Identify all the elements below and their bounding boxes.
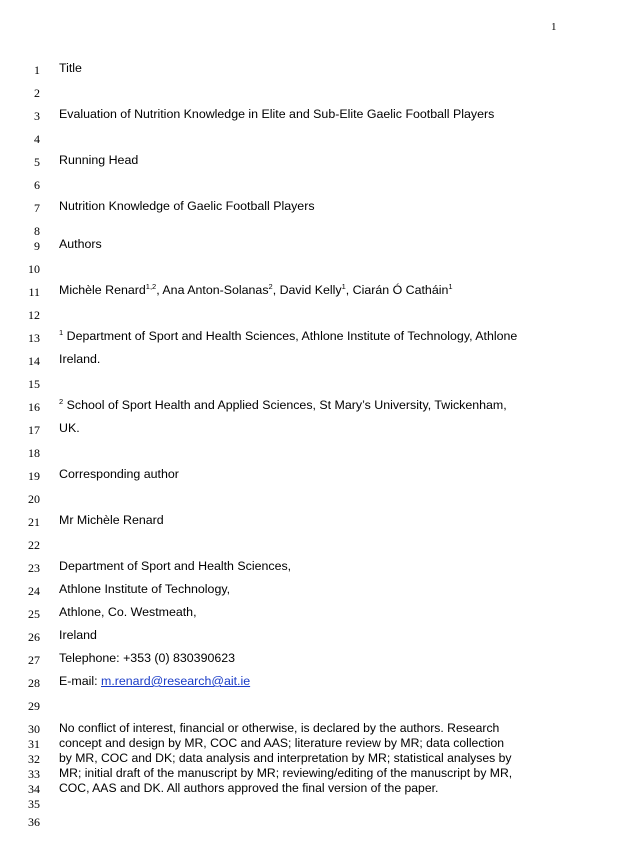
statement-line: COC, AAS and DK. All authors approved the final version of the paper.	[59, 781, 439, 795]
email-label: E-mail:	[59, 674, 101, 688]
author-name: David Kelly	[279, 283, 342, 297]
author-name: Michèle Renard	[59, 283, 146, 297]
author-name: Ciarán Ó Catháin	[352, 283, 449, 297]
line-number: 7	[34, 201, 40, 215]
line-number: 29	[28, 699, 40, 713]
author-list	[59, 283, 453, 298]
author-affiliation: 1	[341, 282, 346, 291]
line-number: 32	[28, 752, 40, 766]
line-number: 23	[28, 561, 40, 575]
email-link[interactable]: m.renard@research@ait.ie	[101, 674, 251, 688]
line-number: 35	[28, 797, 40, 811]
telephone: Telephone: +353 (0) 830390623	[59, 651, 236, 665]
corresponding-heading: Corresponding author	[59, 467, 179, 481]
line-number: 36	[28, 815, 40, 829]
affiliation-marker: 2	[59, 397, 64, 406]
line-number: 19	[28, 469, 40, 483]
author-separator: ,	[345, 283, 353, 297]
running-head-heading: Running Head	[59, 153, 139, 167]
address-line: Athlone Institute of Technology,	[59, 582, 231, 596]
line-number: 1	[34, 63, 40, 77]
line-number: 13	[28, 331, 40, 345]
line-number: 2	[34, 86, 40, 100]
line-number: 30	[28, 722, 40, 736]
author-separator: ,	[156, 283, 163, 297]
address-line: Athlone, Co. Westmeath,	[59, 605, 197, 619]
line-number: 10	[28, 262, 40, 276]
running-head: Nutrition Knowledge of Gaelic Football Players	[59, 199, 315, 213]
address-line: Department of Sport and Health Sciences,	[59, 559, 292, 573]
line-number: 3	[34, 109, 40, 123]
paper-title: Evaluation of Nutrition Knowledge in Elite and Sub-Elite Gaelic Football Players	[59, 107, 495, 121]
statement-line: by MR, COC and DK; data analysis and interpretation by MR; statistical analyses by	[59, 751, 512, 765]
affiliation-1-cont: Ireland.	[59, 352, 101, 366]
line-number: 20	[28, 492, 40, 506]
page-number: 1	[551, 21, 557, 33]
line-number: 22	[28, 538, 40, 552]
line-number: 21	[28, 515, 40, 529]
author-affiliation: 1,2	[145, 282, 157, 291]
line-number: 17	[28, 423, 40, 437]
line-number: 16	[28, 400, 40, 414]
statement-line: No conflict of interest, financial or otherwise, is declared by the authors. Research	[59, 721, 500, 735]
statement-line: concept and design by MR, COC and AAS; literature review by MR; data collection	[59, 736, 505, 750]
email-line	[59, 674, 250, 689]
line-number: 14	[28, 354, 40, 368]
corresponding-name: Mr Michèle Renard	[59, 513, 164, 527]
line-number: 4	[34, 132, 40, 146]
affiliation-text: Department of Sport and Health Sciences, Athlone Institute of Technology, Athlone	[63, 329, 518, 343]
line-number: 31	[28, 737, 40, 751]
line-number: 11	[28, 285, 40, 299]
line-number: 15	[28, 377, 40, 391]
line-number: 12	[28, 308, 40, 322]
line-number: 9	[34, 239, 40, 253]
affiliation-1	[59, 329, 517, 344]
line-number: 5	[34, 155, 40, 169]
author-affiliation: 2	[268, 282, 273, 291]
author-affiliation: 1	[448, 282, 453, 291]
authors-heading: Authors	[59, 237, 102, 251]
line-number: 6	[34, 178, 40, 192]
line-number: 18	[28, 446, 40, 460]
affiliation-text: School of Sport Health and Applied Sciences, St Mary’s University, Twickenham,	[63, 398, 507, 412]
statement-line: MR; initial draft of the manuscript by MR; reviewing/editing of the manuscript by MR,	[59, 766, 513, 780]
line-number: 33	[28, 767, 40, 781]
line-number: 27	[28, 653, 40, 667]
affiliation-2	[59, 398, 507, 413]
line-number: 26	[28, 630, 40, 644]
address-line: Ireland	[59, 628, 97, 642]
affiliation-marker: 1	[59, 328, 64, 337]
title-heading: Title	[59, 61, 82, 75]
author-separator: ,	[272, 283, 280, 297]
line-number: 25	[28, 607, 40, 621]
line-number: 8	[34, 224, 40, 238]
author-name: Ana Anton-Solanas	[162, 283, 269, 297]
affiliation-2-cont: UK.	[59, 421, 80, 435]
line-number: 34	[28, 782, 40, 796]
line-number: 24	[28, 584, 40, 598]
line-number: 28	[28, 676, 40, 690]
